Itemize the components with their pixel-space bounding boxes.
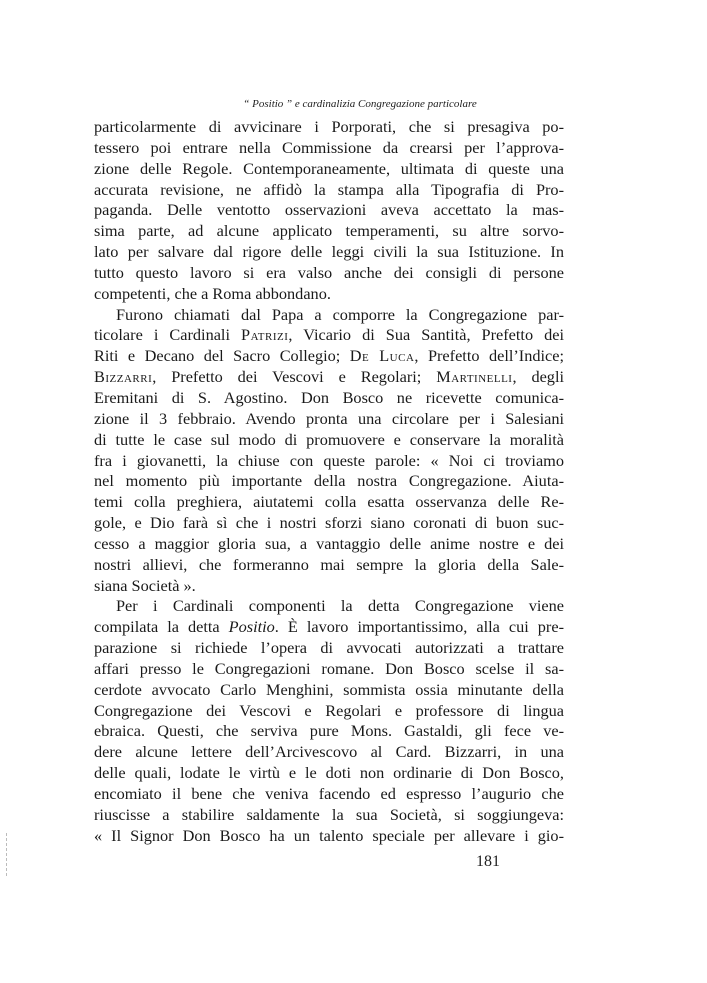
text-segment: , degli <box>512 367 564 387</box>
text-segment: dere alcune lettere dell’Arcivescovo al Card. Bizzarri, in una <box>94 742 564 762</box>
text-segment: fra i giovanetti, la chiuse con queste parole: « Noi ci troviamo <box>94 450 564 470</box>
cardinal-name: Martinelli <box>436 367 513 387</box>
text-line <box>94 430 564 451</box>
text-segment: Riti e Decano del Sacro Collegio; <box>94 346 350 366</box>
text-line <box>94 721 564 742</box>
text-line <box>94 388 564 409</box>
text-segment: particolarmente di avvicinare i Porporati, che si presagiva po- <box>94 117 564 136</box>
text-line <box>94 325 564 346</box>
cardinal-name: Patrizi <box>241 325 289 345</box>
scan-margin-mark <box>6 833 7 878</box>
text-line <box>94 596 564 617</box>
text-segment: lato per salvare dal rigore delle leggi civili la sua Istituzione. In <box>94 242 564 262</box>
text-segment: cerdote avvocato Carlo Menghini, sommista ossia minutante della <box>94 679 564 699</box>
text-line <box>94 826 564 847</box>
text-line <box>94 638 564 659</box>
text-line <box>94 805 564 826</box>
text-line <box>94 555 564 576</box>
text-line <box>94 576 564 597</box>
text-line <box>94 471 564 492</box>
text-segment: cesso a maggior gloria sua, a vantaggio delle anime nostre e dei <box>94 533 564 553</box>
text-line <box>94 263 564 284</box>
text-segment: Per i Cardinali componenti la detta Congregazione viene <box>116 596 564 616</box>
text-segment: « Il Signor Don Bosco ha un talento speciale per allevare i gio- <box>94 825 564 845</box>
text-segment: gole, e Dio farà sì che i nostri sforzi siano coronati di buon suc- <box>94 513 564 533</box>
text-line <box>94 159 564 180</box>
text-segment: Furono chiamati dal Papa a comporre la Congregazione par- <box>116 304 564 324</box>
text-line <box>94 513 564 534</box>
text-segment: , Vicario di Sua Santità, Prefetto dei <box>288 325 564 345</box>
text-segment: encomiato il bene che veniva facendo ed espresso l’augurio che <box>94 784 564 803</box>
text-segment: siana Società ». <box>94 575 196 595</box>
text-segment: riuscisse a stabilire saldamente la sua Società, si soggiungeva: <box>94 804 564 824</box>
cardinal-name: De Luca <box>349 346 415 366</box>
text-segment: zione delle Regole. Contemporaneamente, ultimata di queste una <box>94 158 564 178</box>
text-line <box>94 742 564 763</box>
italic-term: Positio <box>228 617 275 637</box>
text-line <box>94 346 564 367</box>
running-head: “ Positio ” e cardinalizia Congregazione particolare <box>243 98 477 110</box>
text-segment: nel momento più importante della nostra Congregazione. Aiuta- <box>94 471 564 491</box>
text-line <box>94 617 564 638</box>
text-line <box>94 701 564 722</box>
text-line <box>94 305 564 326</box>
text-segment: , Prefetto dei Vescovi e Regolari; <box>152 367 437 387</box>
text-line <box>94 451 564 472</box>
text-segment: temi colla preghiera, aiutatemi colla esatta osservanza delle Re- <box>94 492 564 512</box>
text-line <box>94 200 564 221</box>
text-segment: zione il 3 febbraio. Avendo pronta una circolare per i Salesiani <box>94 408 564 428</box>
text-segment: accurata revisione, ne affidò la stampa alla Tipografia di Pro- <box>94 179 564 199</box>
text-segment: sima parte, ad alcune applicato temperamenti, su altre sorvo- <box>94 221 564 241</box>
text-segment: affari presso le Congregazioni romane. Don Bosco scelse il sa- <box>94 658 564 678</box>
text-segment: compilata la detta <box>94 617 229 637</box>
text-line <box>94 284 564 305</box>
text-segment: . È lavoro importantissimo, alla cui pre- <box>274 617 564 637</box>
text-line <box>94 409 564 430</box>
text-segment: tutto questo lavoro si era valso anche dei consigli di persone <box>94 262 564 282</box>
text-segment: ticolare i Cardinali <box>94 325 242 345</box>
text-line <box>94 180 564 201</box>
text-line <box>94 784 564 805</box>
text-segment: , Prefetto dell’Indice; <box>414 346 564 366</box>
text-segment: nostri allievi, che formeranno mai sempre la gloria della Sale- <box>94 554 564 574</box>
cardinal-name: Bizzarri <box>94 367 153 387</box>
text-line <box>94 534 564 555</box>
text-line <box>94 138 564 159</box>
text-line <box>94 117 564 138</box>
text-segment: Eremitani di S. Agostino. Don Bosco ne ricevette comunica- <box>94 387 564 407</box>
text-segment: Congregazione dei Vescovi e Regolari e professore di lingua <box>94 700 564 720</box>
text-line <box>94 221 564 242</box>
text-segment: competenti, che a Roma abbondano. <box>94 283 331 303</box>
text-line <box>94 242 564 263</box>
text-segment: tessero poi entrare nella Commissione da crearsi per l’approva- <box>94 137 564 157</box>
text-segment: parazione si richiede l’opera di avvocati autorizzati a trattare <box>94 638 564 658</box>
text-segment: di tutte le case sul modo di promuovere e conservare la moralità <box>94 429 564 449</box>
text-segment: ebraica. Questi, che serviva pure Mons. Gastaldi, gli fece ve- <box>94 721 564 741</box>
text-segment: paganda. Delle ventotto osservazioni aveva accettato la mas- <box>94 200 564 220</box>
page-number: 181 <box>476 853 500 870</box>
text-line <box>94 367 564 388</box>
body-text <box>94 117 564 847</box>
text-line <box>94 492 564 513</box>
text-line <box>94 659 564 680</box>
text-segment: delle quali, lodate le virtù e le doti non ordinarie di Don Bosco, <box>94 763 564 783</box>
text-line <box>94 680 564 701</box>
text-line <box>94 763 564 784</box>
